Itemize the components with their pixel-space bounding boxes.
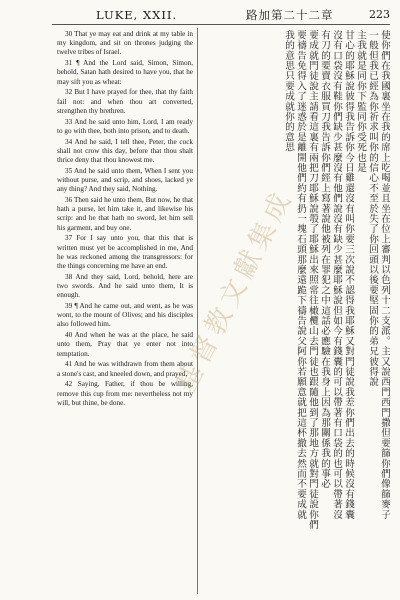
- verse-31: 31 ¶ And the Lord said, Simon, Simon, behold, Satan hath desired to have you, that he may sift you as wheat:: [57, 59, 193, 86]
- chinese-column: 甘心的耶穌說彼得我告訴你今日雞還沒有叫你要三次說不認得我耶穌又對門徒說我差你們出去的時候沒有錢囊: [343, 30, 354, 520]
- verse-36: 36 Then said he unto them, But now, he that hath a purse, let him take it, and likewise his scrip: and he that hath no sword, let him sell his garment, and buy one.: [57, 196, 193, 232]
- verse-34: 34 And he said, I tell thee, Peter, the cock shall not crow this day, before that thou shalt thrice deny that thou knowest me.: [57, 137, 193, 165]
- english-text-column: [57, 30, 193, 410]
- chinese-column: 我的意思只要成就你的意思: [283, 30, 294, 153]
- chinese-column: 使你們在我國裏坐在我的席上吃喝並且坐在位上審判以色列十二支派。主又說西門西門撒但要篩你們像篩麥子: [379, 30, 390, 520]
- verse-37: 37 For I say unto you, that this that is written must yet be accomplished in me, And he was reckoned among the transgressors: for the things concerning me have an end.: [57, 234, 193, 271]
- verse-38: 38 And they said, Lord, behold, here are two swords. And he said unto them, It is enough.: [57, 272, 193, 300]
- column-divider: [197, 28, 198, 594]
- chinese-column: 主我就是同你下監同你受死也是: [355, 30, 366, 173]
- chinese-column: 有刀的要賣衣服買刀我告訴你們經上寫著說他被列在罪犯之中這話必應驗在我身上因為那關係我的事必: [319, 30, 330, 489]
- running-head-book: LUKE, XXII.: [96, 8, 178, 22]
- verse-41: 41 And he was withdrawn from them about a stone's cast, and kneeled down, and prayed,: [57, 360, 193, 378]
- chinese-column: 要成就門徒說主請看這裏有兩把刀耶穌說彀了耶穌出來照常往橄欖山去門徒也跟隨他到了那地方就對門徒說你們: [307, 30, 318, 530]
- verse-42: 42 Saying, Father, if thou be willing, remove this cup from me: nevertheless not my will, but thine, be done.: [57, 380, 193, 407]
- verse-39: 39 ¶ And he came out, and went, as he was wont, to the mount of Olives; and his disciples also followed him.: [57, 302, 193, 329]
- chinese-column: 沒有口袋沒有鞋你們缺少甚麼沒有他們說沒有缺少甚麼耶穌說但如今有錢囊的可以帶著有口袋的也可以帶著沒: [331, 30, 342, 520]
- header-rule: [52, 24, 390, 25]
- verse-33: 33 And he said unto him, Lord, I am ready to go with thee, both into prison, and to death.: [57, 117, 193, 135]
- page-number: 223: [369, 8, 390, 21]
- chinese-column: 要禱告免得入了迷惑於是離開他們約有扔一塊石頭那麼遠跪下禱告說父阿你若願意就把這杯撤去然而不要成就: [295, 30, 306, 520]
- verse-40: 40 And when he was at the place, he said unto them, Pray that ye enter not into temptation.: [57, 331, 193, 358]
- verse-32: 32 But I have prayed for thee, that thy faith fail not: and when thou art converted, strengthen thy brethren.: [57, 88, 193, 115]
- chinese-column: 一般但我已經為你祈求叫你的信心不至於失了你回頭以後要堅固你的弟兄彼得說: [367, 30, 378, 387]
- verse-35: 35 And he said unto them, When I sent you without purse, and scrip, and shoes, lacked ye any thing? And they said, Nothing.: [57, 166, 193, 194]
- running-head-chinese: 路加第二十二章: [246, 8, 334, 22]
- chinese-text-block: [203, 30, 390, 592]
- verse-30: 30 That ye may eat and drink at my table in my kingdom, and sit on thrones judging the twelve tribes of Israel.: [57, 30, 193, 57]
- library-watermark: 基督教文獻集成: [170, 184, 300, 398]
